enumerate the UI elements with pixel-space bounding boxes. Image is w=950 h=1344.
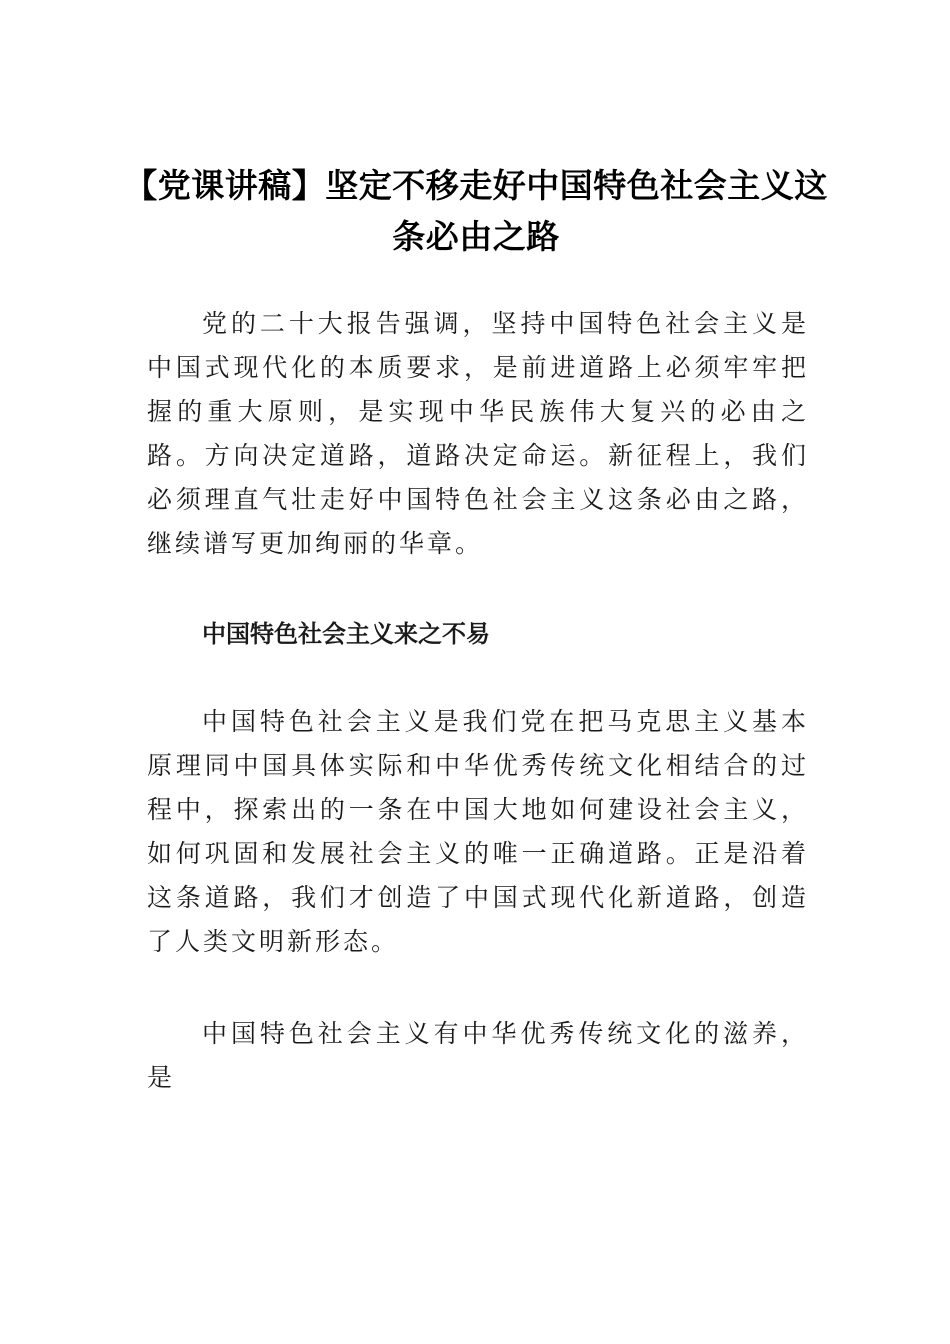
section-heading: 中国特色社会主义来之不易 [202,620,490,648]
document-title: 【党课讲稿】坚定不移走好中国特色社会主义这条必由之路 [124,166,828,256]
paragraph-body: 中国特色社会主义是我们党在把马克思主义基本原理同中国具体实际和中华优秀传统文化相结合的过程中，探索出的一条在中国大地如何建设社会主义，如何巩固和发展社会主义的唯一正确道路。正是沿着这条道路，我们才创造了中国式现代化新道路，创造了人类文明新形态。 [147,707,809,956]
paragraph-continued: 中国特色社会主义有中华优秀传统文化的滋养，是 [147,1019,809,1092]
paragraph-intro: 党的二十大报告强调，坚持中国特色社会主义是中国式现代化的本质要求，是前进道路上必须牢牢把握的重大原则，是实现中华民族伟大复兴的必由之路。方向决定道路，道路决定命运。新征程上，我们必须理直气壮走好中国特色社会主义这条必由之路，继续谱写更加绚丽的华章。 [147,309,809,558]
